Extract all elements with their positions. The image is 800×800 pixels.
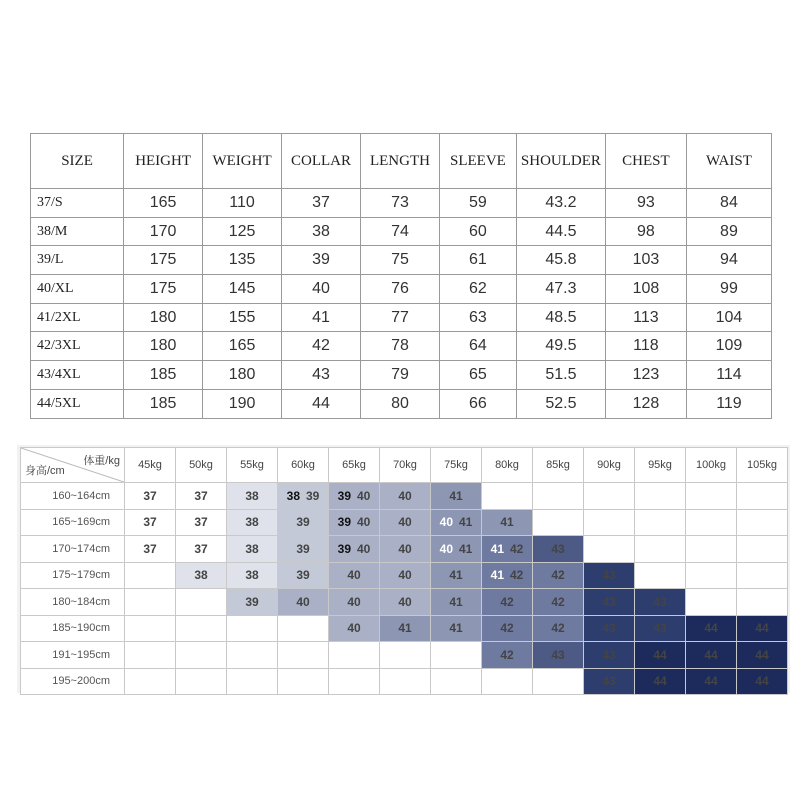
size-cell — [635, 615, 686, 642]
empty-cell — [533, 483, 584, 510]
table-cell: 93 — [605, 189, 686, 218]
empty-cell — [176, 668, 227, 695]
size-cell — [686, 615, 737, 642]
recommended-size: 41 — [449, 568, 463, 583]
table-cell: 104 — [686, 303, 771, 332]
recommended-size: 39 — [337, 515, 351, 530]
table-cell: 185 — [124, 389, 203, 418]
size-cell — [431, 615, 482, 642]
recommended-size: 39 — [245, 594, 259, 609]
table-cell: 62 — [439, 275, 516, 304]
empty-cell — [482, 668, 533, 695]
size-cell — [584, 589, 635, 616]
empty-cell — [635, 509, 686, 536]
size-guide-panel — [17, 445, 790, 693]
size-cell — [176, 536, 227, 563]
empty-cell — [584, 483, 635, 510]
table-cell: 114 — [686, 361, 771, 390]
table-cell: 109 — [686, 332, 771, 361]
size-cell — [482, 642, 533, 669]
weight-header: 55kg — [227, 448, 278, 483]
height-range-label: 160~164cm — [21, 483, 125, 510]
size-cell — [737, 668, 788, 695]
size-cell — [278, 509, 329, 536]
empty-cell — [686, 536, 737, 563]
empty-cell — [533, 668, 584, 695]
recommended-size: 37 — [143, 515, 157, 530]
size-cell — [380, 483, 431, 510]
recommended-size: 39 — [296, 541, 310, 556]
weight-header: 85kg — [533, 448, 584, 483]
table-cell: 44 — [282, 389, 361, 418]
recommended-size: 40 — [398, 568, 412, 583]
empty-cell — [686, 483, 737, 510]
table-cell: 108 — [605, 275, 686, 304]
table-cell: 44.5 — [516, 217, 605, 246]
empty-cell — [584, 536, 635, 563]
size-cell — [431, 589, 482, 616]
empty-cell — [176, 642, 227, 669]
table-cell: 61 — [439, 246, 516, 275]
size-label: 38/M — [31, 217, 124, 246]
empty-cell — [125, 668, 176, 695]
recommended-size: 39 — [296, 568, 310, 583]
recommended-size: 42 — [551, 594, 565, 609]
size-cell — [431, 509, 482, 536]
recommended-size: 40 — [347, 621, 361, 636]
height-range-label: 191~195cm — [21, 642, 125, 669]
table-cell: 80 — [360, 389, 439, 418]
empty-cell — [737, 562, 788, 589]
table-cell: 41 — [282, 303, 361, 332]
empty-cell — [482, 483, 533, 510]
recommended-size: 43 — [551, 647, 565, 662]
recommended-size: 41 — [490, 541, 504, 556]
size-cell — [278, 536, 329, 563]
recommended-size: 42 — [551, 568, 565, 583]
table-cell: 78 — [360, 332, 439, 361]
height-row — [21, 536, 788, 563]
size-cell — [125, 483, 176, 510]
empty-cell — [227, 615, 278, 642]
height-range-label: 180~184cm — [21, 589, 125, 616]
height-range-label: 195~200cm — [21, 668, 125, 695]
size-cell — [278, 589, 329, 616]
table-cell: 118 — [605, 332, 686, 361]
table-cell: 103 — [605, 246, 686, 275]
empty-cell — [686, 562, 737, 589]
recommended-size: 40 — [439, 515, 453, 530]
table-header-row — [31, 134, 772, 189]
table-cell: 155 — [203, 303, 282, 332]
height-range-label: 185~190cm — [21, 615, 125, 642]
size-cell — [380, 509, 431, 536]
size-cell — [584, 668, 635, 695]
empty-cell — [431, 642, 482, 669]
empty-cell — [737, 536, 788, 563]
size-cell — [227, 483, 278, 510]
recommended-size: 42 — [510, 541, 524, 556]
table-cell: 175 — [124, 275, 203, 304]
height-row — [21, 483, 788, 510]
table-cell: 52.5 — [516, 389, 605, 418]
table-cell: 98 — [605, 217, 686, 246]
table-cell: 113 — [605, 303, 686, 332]
size-cell — [482, 615, 533, 642]
table-row — [31, 303, 772, 332]
table-cell: 42 — [282, 332, 361, 361]
size-cell — [431, 536, 482, 563]
table-cell: 180 — [203, 361, 282, 390]
column-header: SLEEVE — [439, 134, 516, 189]
table-cell: 43 — [282, 361, 361, 390]
empty-cell — [278, 642, 329, 669]
recommended-size: 39 — [337, 541, 351, 556]
size-cell — [482, 536, 533, 563]
size-cell — [278, 483, 329, 510]
weight-axis-label: 体重/kg — [83, 455, 120, 467]
recommended-size: 40 — [357, 541, 371, 556]
empty-cell — [380, 668, 431, 695]
weight-header: 65kg — [329, 448, 380, 483]
table-cell: 48.5 — [516, 303, 605, 332]
size-cell — [380, 536, 431, 563]
empty-cell — [737, 483, 788, 510]
recommended-size: 41 — [398, 621, 412, 636]
table-cell: 40 — [282, 275, 361, 304]
empty-cell — [635, 483, 686, 510]
table-cell: 145 — [203, 275, 282, 304]
recommended-size: 40 — [357, 488, 371, 503]
column-header: CHEST — [605, 134, 686, 189]
recommended-size: 44 — [704, 674, 718, 689]
weight-header: 105kg — [737, 448, 788, 483]
empty-cell — [125, 589, 176, 616]
table-row — [31, 389, 772, 418]
recommended-size: 40 — [296, 594, 310, 609]
weight-header: 60kg — [278, 448, 329, 483]
empty-cell — [227, 642, 278, 669]
size-cell — [227, 536, 278, 563]
weight-header: 70kg — [380, 448, 431, 483]
empty-cell — [125, 642, 176, 669]
height-range-label: 170~174cm — [21, 536, 125, 563]
table-cell: 128 — [605, 389, 686, 418]
recommended-size: 37 — [194, 515, 208, 530]
recommended-size: 38 — [245, 568, 259, 583]
recommended-size: 40 — [398, 541, 412, 556]
height-row — [21, 668, 788, 695]
table-cell: 64 — [439, 332, 516, 361]
recommended-size: 37 — [194, 488, 208, 503]
weight-header: 45kg — [125, 448, 176, 483]
empty-cell — [125, 615, 176, 642]
size-cell — [125, 509, 176, 536]
size-label: 43/4XL — [31, 361, 124, 390]
recommended-size: 43 — [653, 594, 667, 609]
column-header: HEIGHT — [124, 134, 203, 189]
size-cell — [329, 562, 380, 589]
size-cell — [533, 642, 584, 669]
empty-cell — [227, 668, 278, 695]
table-cell: 110 — [203, 189, 282, 218]
size-cell — [329, 536, 380, 563]
column-header: LENGTH — [360, 134, 439, 189]
height-row — [21, 615, 788, 642]
size-cell — [482, 589, 533, 616]
weight-header-row — [21, 448, 788, 483]
size-cell — [533, 562, 584, 589]
size-cell — [584, 562, 635, 589]
recommended-size: 38 — [245, 541, 259, 556]
size-cell — [737, 642, 788, 669]
empty-cell — [686, 509, 737, 536]
table-cell: 76 — [360, 275, 439, 304]
table-cell: 79 — [360, 361, 439, 390]
size-cell — [635, 589, 686, 616]
recommended-size: 42 — [500, 594, 514, 609]
size-cell — [431, 483, 482, 510]
table-cell: 135 — [203, 246, 282, 275]
table-cell: 74 — [360, 217, 439, 246]
size-cell — [584, 642, 635, 669]
measurement-table — [30, 133, 772, 419]
weight-header: 100kg — [686, 448, 737, 483]
empty-cell — [686, 589, 737, 616]
table-cell: 175 — [124, 246, 203, 275]
recommended-size: 38 — [245, 488, 259, 503]
recommended-size: 43 — [551, 541, 565, 556]
size-label: 44/5XL — [31, 389, 124, 418]
recommended-size: 41 — [500, 515, 514, 530]
recommended-size: 37 — [194, 541, 208, 556]
recommended-size: 39 — [306, 488, 320, 503]
table-cell: 66 — [439, 389, 516, 418]
size-cell — [533, 615, 584, 642]
size-cell — [635, 668, 686, 695]
empty-cell — [278, 668, 329, 695]
size-cell — [227, 562, 278, 589]
table-cell: 123 — [605, 361, 686, 390]
column-header: WEIGHT — [203, 134, 282, 189]
empty-cell — [329, 668, 380, 695]
size-cell — [329, 483, 380, 510]
corner-header — [21, 448, 125, 483]
table-cell: 89 — [686, 217, 771, 246]
size-cell — [227, 509, 278, 536]
recommended-size: 44 — [755, 621, 769, 636]
height-range-label: 175~179cm — [21, 562, 125, 589]
recommended-size: 43 — [602, 568, 616, 583]
empty-cell — [176, 615, 227, 642]
recommended-size: 42 — [500, 621, 514, 636]
weight-header: 75kg — [431, 448, 482, 483]
size-guide-grid — [20, 447, 788, 695]
size-cell — [431, 562, 482, 589]
height-axis-label: 身高/cm — [25, 465, 65, 477]
height-row — [21, 509, 788, 536]
recommended-size: 40 — [357, 515, 371, 530]
size-label: 40/XL — [31, 275, 124, 304]
recommended-size: 44 — [653, 647, 667, 662]
table-row — [31, 361, 772, 390]
recommended-size: 40 — [347, 594, 361, 609]
recommended-size: 43 — [602, 674, 616, 689]
size-cell — [329, 509, 380, 536]
height-row — [21, 642, 788, 669]
size-cell — [329, 589, 380, 616]
size-label: 41/2XL — [31, 303, 124, 332]
recommended-size: 40 — [398, 488, 412, 503]
table-row — [31, 332, 772, 361]
table-cell: 185 — [124, 361, 203, 390]
empty-cell — [737, 509, 788, 536]
size-cell — [176, 509, 227, 536]
empty-cell — [329, 642, 380, 669]
size-label: 37/S — [31, 189, 124, 218]
recommended-size: 44 — [653, 674, 667, 689]
table-cell: 65 — [439, 361, 516, 390]
size-cell — [533, 536, 584, 563]
empty-cell — [380, 642, 431, 669]
recommended-size: 44 — [704, 621, 718, 636]
recommended-size: 43 — [602, 621, 616, 636]
table-cell: 77 — [360, 303, 439, 332]
table-cell: 60 — [439, 217, 516, 246]
size-cell — [584, 615, 635, 642]
table-cell: 47.3 — [516, 275, 605, 304]
table-cell: 45.8 — [516, 246, 605, 275]
size-label: 39/L — [31, 246, 124, 275]
table-cell: 75 — [360, 246, 439, 275]
size-cell — [380, 615, 431, 642]
column-header: COLLAR — [282, 134, 361, 189]
table-row — [31, 189, 772, 218]
table-cell: 170 — [124, 217, 203, 246]
table-cell: 63 — [439, 303, 516, 332]
empty-cell — [176, 589, 227, 616]
size-label: 42/3XL — [31, 332, 124, 361]
weight-header: 95kg — [635, 448, 686, 483]
recommended-size: 37 — [143, 541, 157, 556]
size-cell — [533, 589, 584, 616]
table-row — [31, 217, 772, 246]
size-cell — [125, 536, 176, 563]
size-cell — [176, 483, 227, 510]
table-cell: 165 — [124, 189, 203, 218]
table-cell: 43.2 — [516, 189, 605, 218]
size-cell — [635, 642, 686, 669]
recommended-size: 43 — [602, 594, 616, 609]
table-cell: 125 — [203, 217, 282, 246]
table-cell: 39 — [282, 246, 361, 275]
size-cell — [380, 589, 431, 616]
recommended-size: 40 — [398, 594, 412, 609]
table-cell: 38 — [282, 217, 361, 246]
table-cell: 165 — [203, 332, 282, 361]
table-cell: 190 — [203, 389, 282, 418]
recommended-size: 41 — [459, 541, 473, 556]
recommended-size: 41 — [490, 568, 504, 583]
table-cell: 49.5 — [516, 332, 605, 361]
height-row — [21, 562, 788, 589]
size-cell — [380, 562, 431, 589]
height-row — [21, 589, 788, 616]
table-cell: 180 — [124, 332, 203, 361]
table-cell: 59 — [439, 189, 516, 218]
recommended-size: 41 — [449, 488, 463, 503]
size-cell — [482, 509, 533, 536]
size-cell — [482, 562, 533, 589]
size-cell — [737, 615, 788, 642]
size-cell — [686, 668, 737, 695]
recommended-size: 38 — [245, 515, 259, 530]
empty-cell — [533, 509, 584, 536]
size-cell — [329, 615, 380, 642]
weight-header: 80kg — [482, 448, 533, 483]
recommended-size: 40 — [439, 541, 453, 556]
recommended-size: 43 — [602, 647, 616, 662]
empty-cell — [737, 589, 788, 616]
table-cell: 99 — [686, 275, 771, 304]
empty-cell — [584, 509, 635, 536]
size-cell — [278, 562, 329, 589]
empty-cell — [635, 536, 686, 563]
recommended-size: 40 — [398, 515, 412, 530]
recommended-size: 40 — [347, 568, 361, 583]
recommended-size: 42 — [510, 568, 524, 583]
table-row — [31, 275, 772, 304]
table-cell: 84 — [686, 189, 771, 218]
weight-header: 90kg — [584, 448, 635, 483]
recommended-size: 42 — [500, 647, 514, 662]
table-cell: 180 — [124, 303, 203, 332]
size-cell — [686, 642, 737, 669]
table-cell: 94 — [686, 246, 771, 275]
table-row — [31, 246, 772, 275]
recommended-size: 38 — [286, 488, 300, 503]
height-range-label: 165~169cm — [21, 509, 125, 536]
table-cell: 73 — [360, 189, 439, 218]
size-cell — [227, 589, 278, 616]
recommended-size: 39 — [296, 515, 310, 530]
empty-cell — [431, 668, 482, 695]
size-cell — [176, 562, 227, 589]
table-cell: 37 — [282, 189, 361, 218]
recommended-size: 41 — [449, 594, 463, 609]
recommended-size: 44 — [704, 647, 718, 662]
recommended-size: 41 — [449, 621, 463, 636]
weight-header: 50kg — [176, 448, 227, 483]
table-cell: 119 — [686, 389, 771, 418]
empty-cell — [125, 562, 176, 589]
recommended-size: 38 — [194, 568, 208, 583]
empty-cell — [635, 562, 686, 589]
recommended-size: 41 — [459, 515, 473, 530]
table-cell: 51.5 — [516, 361, 605, 390]
column-header: WAIST — [686, 134, 771, 189]
column-header: SHOULDER — [516, 134, 605, 189]
recommended-size: 43 — [653, 621, 667, 636]
recommended-size: 44 — [755, 647, 769, 662]
recommended-size: 44 — [755, 674, 769, 689]
recommended-size: 39 — [337, 488, 351, 503]
recommended-size: 42 — [551, 621, 565, 636]
column-header: SIZE — [31, 134, 124, 189]
empty-cell — [278, 615, 329, 642]
recommended-size: 37 — [143, 488, 157, 503]
